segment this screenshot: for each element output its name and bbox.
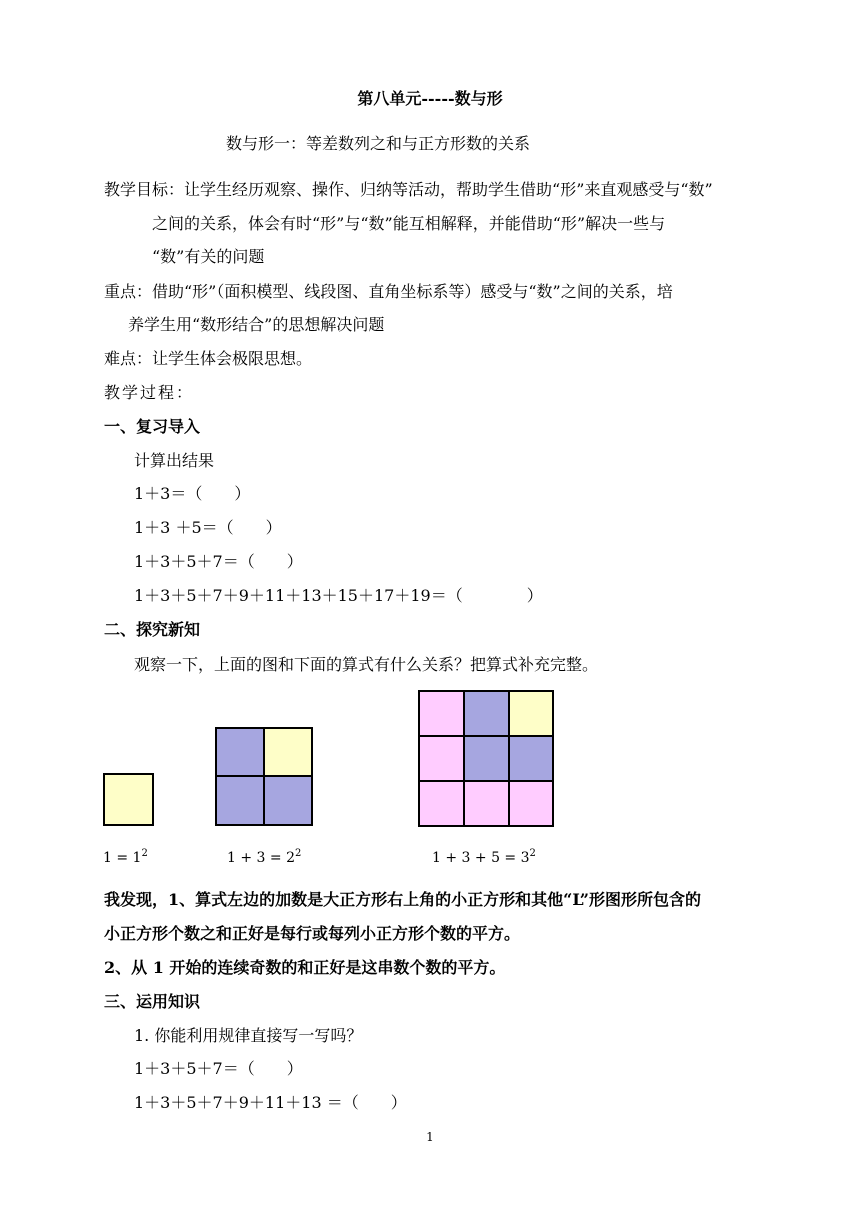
- finding-2: 2、从 1 开始的连续奇数的和正好是这串数个数的平方。: [104, 958, 506, 977]
- section3-heading: 三、运用知识: [104, 992, 201, 1011]
- cell-purple: [463, 735, 510, 782]
- cell-pink: [418, 690, 465, 737]
- cell-purple: [463, 690, 510, 737]
- key-point-line1: 重点：借助“形”（面积模型、线段图、直角坐标系等）感受与“数”之间的关系，培: [104, 282, 673, 301]
- cell-yellow: [263, 727, 313, 777]
- key-point-line2: 养学生用“数形结合”的思想解决问题: [128, 315, 385, 334]
- teaching-goal-label: 教学目标：: [104, 180, 185, 199]
- cell-pink: [418, 735, 465, 782]
- section1-heading: 一、复习导入: [104, 417, 201, 436]
- sum-item-3: 1＋3＋5＋7＝（ ）: [134, 552, 303, 571]
- cell-yellow: [103, 773, 154, 826]
- teaching-process-label: 教学过程：: [104, 383, 195, 402]
- teaching-goal-line2: 之间的关系，体会有时“形”与“数”能互相解释，并能借助“形”解决一些与: [152, 214, 666, 233]
- section2-heading: 二、探究新知: [104, 620, 201, 639]
- question-1: 1. 你能利用规律直接写一写吗？: [134, 1026, 363, 1045]
- page-number: 1: [426, 1130, 434, 1144]
- practice-item-1: 1＋3＋5＋7＝（ ）: [134, 1059, 303, 1078]
- cell-yellow: [508, 690, 554, 737]
- page-subtitle: 数与形一：等差数列之和与正方形数的关系: [226, 134, 531, 153]
- finding-1-line2: 小正方形个数之和正好是每行或每列小正方形个数的平方。: [104, 924, 521, 943]
- cell-purple: [263, 775, 313, 826]
- difficulty: 难点：让学生体会极限思想。: [104, 349, 313, 368]
- cell-pink: [418, 780, 465, 827]
- page-title: 第八单元-----数与形: [357, 89, 503, 108]
- sum-item-1: 1＋3＝（ ）: [134, 484, 251, 503]
- cell-pink: [463, 780, 510, 827]
- teaching-goal-line3: “数”有关的问题: [152, 247, 265, 266]
- equation-3: $1 + 3 + 5 = 3^2$: [432, 848, 536, 866]
- section1-intro: 计算出结果: [134, 451, 215, 470]
- equation-2: $1 + 3 = 2^2$: [227, 848, 302, 866]
- sum-item-4: 1＋3＋5＋7＋9＋11＋13＋15＋17＋19＝（ ）: [134, 586, 543, 605]
- cell-purple: [508, 735, 554, 782]
- cell-purple: [215, 727, 265, 777]
- cell-purple: [215, 775, 265, 826]
- section2-intro: 观察一下，上面的图和下面的算式有什么关系？把算式补充完整。: [134, 655, 599, 674]
- practice-item-2: 1＋3＋5＋7＋9＋11＋13 ＝（ ）: [134, 1093, 407, 1112]
- sum-item-2: 1＋3 ＋5＝（ ）: [134, 518, 282, 537]
- finding-1-line1: 我发现，1、算式左边的加数是大正方形右上角的小正方形和其他“L”形图形所包含的: [104, 890, 701, 909]
- cell-pink: [508, 780, 554, 827]
- equation-1: $1 = 1^2$: [103, 848, 148, 866]
- teaching-goal-line1: 教学目标：让学生经历观察、操作、归纳等活动，帮助学生借助“形”来直观感受与“数”: [104, 180, 713, 199]
